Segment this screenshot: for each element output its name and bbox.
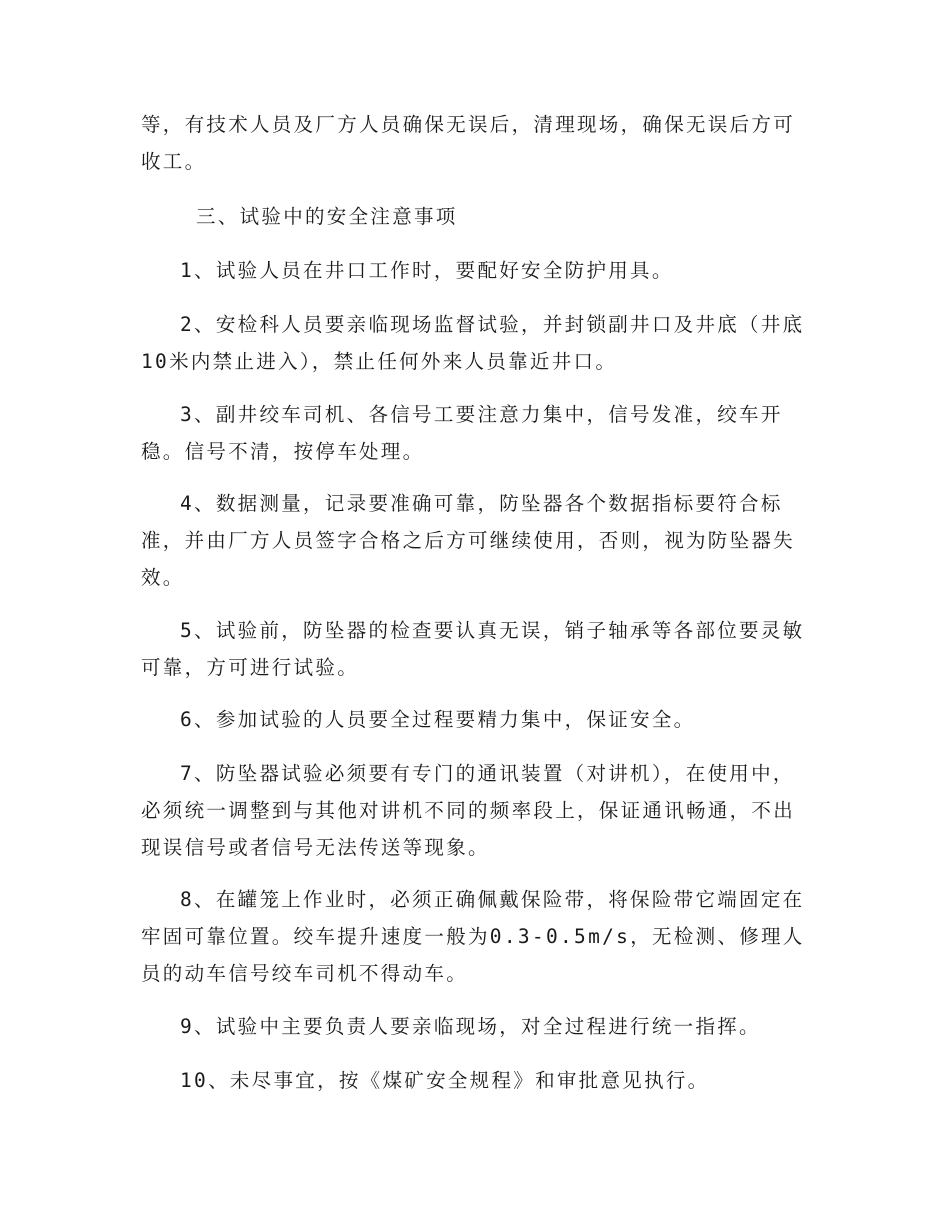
list-item-1: 1、试验人员在井口工作时，要配好安全防护用具。 xyxy=(180,259,674,282)
section-heading: 三、试验中的安全注意事项 xyxy=(196,205,458,228)
continuation-paragraph: 等，有技术人员及厂方人员确保无误后，清理现场，确保无误后方可收工。 xyxy=(141,113,796,173)
list-item-10: 10、未尽事宜，按《煤矿安全规程》和审批意见执行。 xyxy=(180,1069,710,1092)
list-item-9: 9、试验中主要负责人要亲临现场，对全过程进行统一指挥。 xyxy=(180,1015,761,1038)
list-item-3: 3、副井绞车司机、各信号工要注意力集中，信号发准，绞车开稳。信号不清，按停车处理。 xyxy=(141,403,783,463)
list-item-5: 5、试验前，防坠器的检查要认真无误，销子轴承等各部位要灵敏可靠，方可进行试验。 xyxy=(141,619,805,679)
list-item-7: 7、防坠器试验必须要有专门的通讯装置（对讲机），在使用中，必须统一调整到与其他对讲机不同的频率段上，保证通讯畅通，不出现误信号或者信号无法传送等现象。 xyxy=(141,762,796,859)
list-item-2: 2、安检科人员要亲临现场监督试验，并封锁副井口及井底（井底10米内禁止进入），禁止任何外来人员靠近井口。 xyxy=(141,313,805,373)
list-item-8: 8、在罐笼上作业时，必须正确佩戴保险带，将保险带它端固定在牢固可靠位置。绞车提升速度一般为0.3-0.5m/s，无检测、修理人员的动车信号绞车司机不得动车。 xyxy=(141,888,805,985)
list-item-4: 4、数据测量，记录要准确可靠，防坠器各个数据指标要符合标准，并由厂方人员签字合格之后方可继续使用，否则，视为防坠器失效。 xyxy=(141,492,796,589)
list-item-6: 6、参加试验的人员要全过程要精力集中，保证安全。 xyxy=(180,708,696,731)
